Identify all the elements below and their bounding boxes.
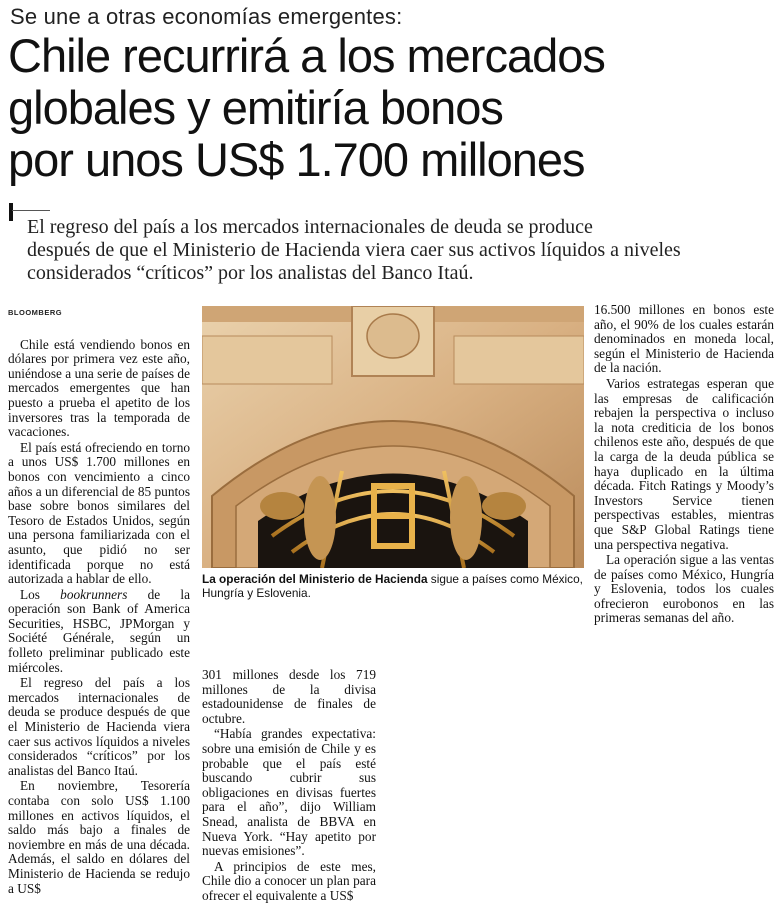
headline (8, 30, 778, 186)
paragraph: A principios de este mes, Chile dio a conocer un plan para ofrecer el equivalente a US$ (202, 858, 376, 903)
lead (27, 216, 779, 285)
paragraph: 16.500 millones en bonos este año, el 90% de los cuales estarán denominados en moneda local, según el Ministerio de Hacienda de la nación. (594, 302, 774, 376)
photo-caption (202, 572, 586, 600)
caption-text: sigue a países como México, Hungría y Eslovenia. (202, 572, 583, 600)
lead-rule (12, 210, 50, 211)
column-2 (202, 668, 376, 905)
headline-line: por unos US$ 1.700 millones (8, 133, 585, 186)
paragraph: En noviembre, Tesorería contaba con solo US$ 1.100 millones en activos líquidos, el saldo más bajo a finales de noviembre en más de una década. Además, el saldo en dólares del Ministerio de Hacienda se redujo a US$ (8, 778, 190, 896)
paragraph: 301 millones desde los 719 millones de la divisa estadounidense de finales de octubre. (202, 667, 376, 726)
text-run: Los (20, 586, 61, 602)
ministry-facade-photo (202, 306, 584, 568)
lead-line: considerados “críticos” por los analistas del Banco Itaú. (27, 262, 474, 284)
column-3 (594, 303, 774, 627)
lead-bullet (9, 203, 13, 221)
paragraph: “Había grandes expectativa: sobre una emisión de Chile y es probable que el país esté buscando cubrir sus obligaciones en divisas fuertes para el año”, dijo William Snead, analista de BBVA en Nueva York. “Hay apetito por nuevas emisiones”. (202, 726, 376, 859)
byline: BLOOMBERG (8, 308, 63, 317)
emphasis: bookrunners (60, 586, 128, 602)
column-1 (8, 306, 190, 897)
lead-line: después de que el Ministerio de Hacienda viera caer sus activos líquidos a niveles (27, 239, 681, 261)
paragraph: El país está ofreciendo en torno a unos US$ 1.700 millones en bonos con vencimiento a cinco años a un diferencial de 85 puntos base sobre bonos similares del Tesoro de Estados Unidos, según una persona familiarizada con el asunto, que pidió no ser identificada porque no está autorizada a hablar de ello. (8, 439, 190, 587)
article-photo (202, 306, 584, 568)
paragraph: Varios estrategas esperan que las empresas de calificación rebajen la perspectiva o incluso la nota crediticia de los bonos chilenos este año, después de que la carga de la deuda pública se haya duplicado en la última década. Fitch Ratings y Moody’s Investors Service tienen perspectivas estables, mientras que S&P Global Ratings tiene una perspectiva negativa. (594, 375, 774, 552)
headline-line: Chile recurrirá a los mercados (8, 29, 605, 82)
paragraph: La operación sigue a las ventas de países como México, Hungría y Eslovenia, todos los cuales ofrecieron eurobonos en las primeras semanas del año. (594, 552, 774, 626)
headline-line: globales y emitiría bonos (8, 81, 503, 134)
paragraph: Chile está vendiendo bonos en dólares por primera vez este año, uniéndose a una serie de países de mercados emergentes que han puesto a prueba el apetito de los inversores tras la temporada de vacaciones. (8, 336, 190, 440)
caption-bold: La operación del Ministerio de Hacienda (202, 572, 428, 586)
paragraph: El regreso del país a los mercados internacionales de deuda se produce después de que el Ministerio de Hacienda viera caer sus activos líquidos a niveles considerados “críticos” por los analistas del Banco Itaú. (8, 675, 190, 778)
lead-line: El regreso del país a los mercados internacionales de deuda se produce (27, 216, 593, 238)
paragraph (8, 588, 190, 676)
kicker: Se une a otras economías emergentes: (10, 4, 403, 29)
text-run: de la operación son Bank of America Securities, HSBC, JPMorgan y Société Générale, según un folleto preliminar publicado este miércoles. (8, 586, 190, 675)
